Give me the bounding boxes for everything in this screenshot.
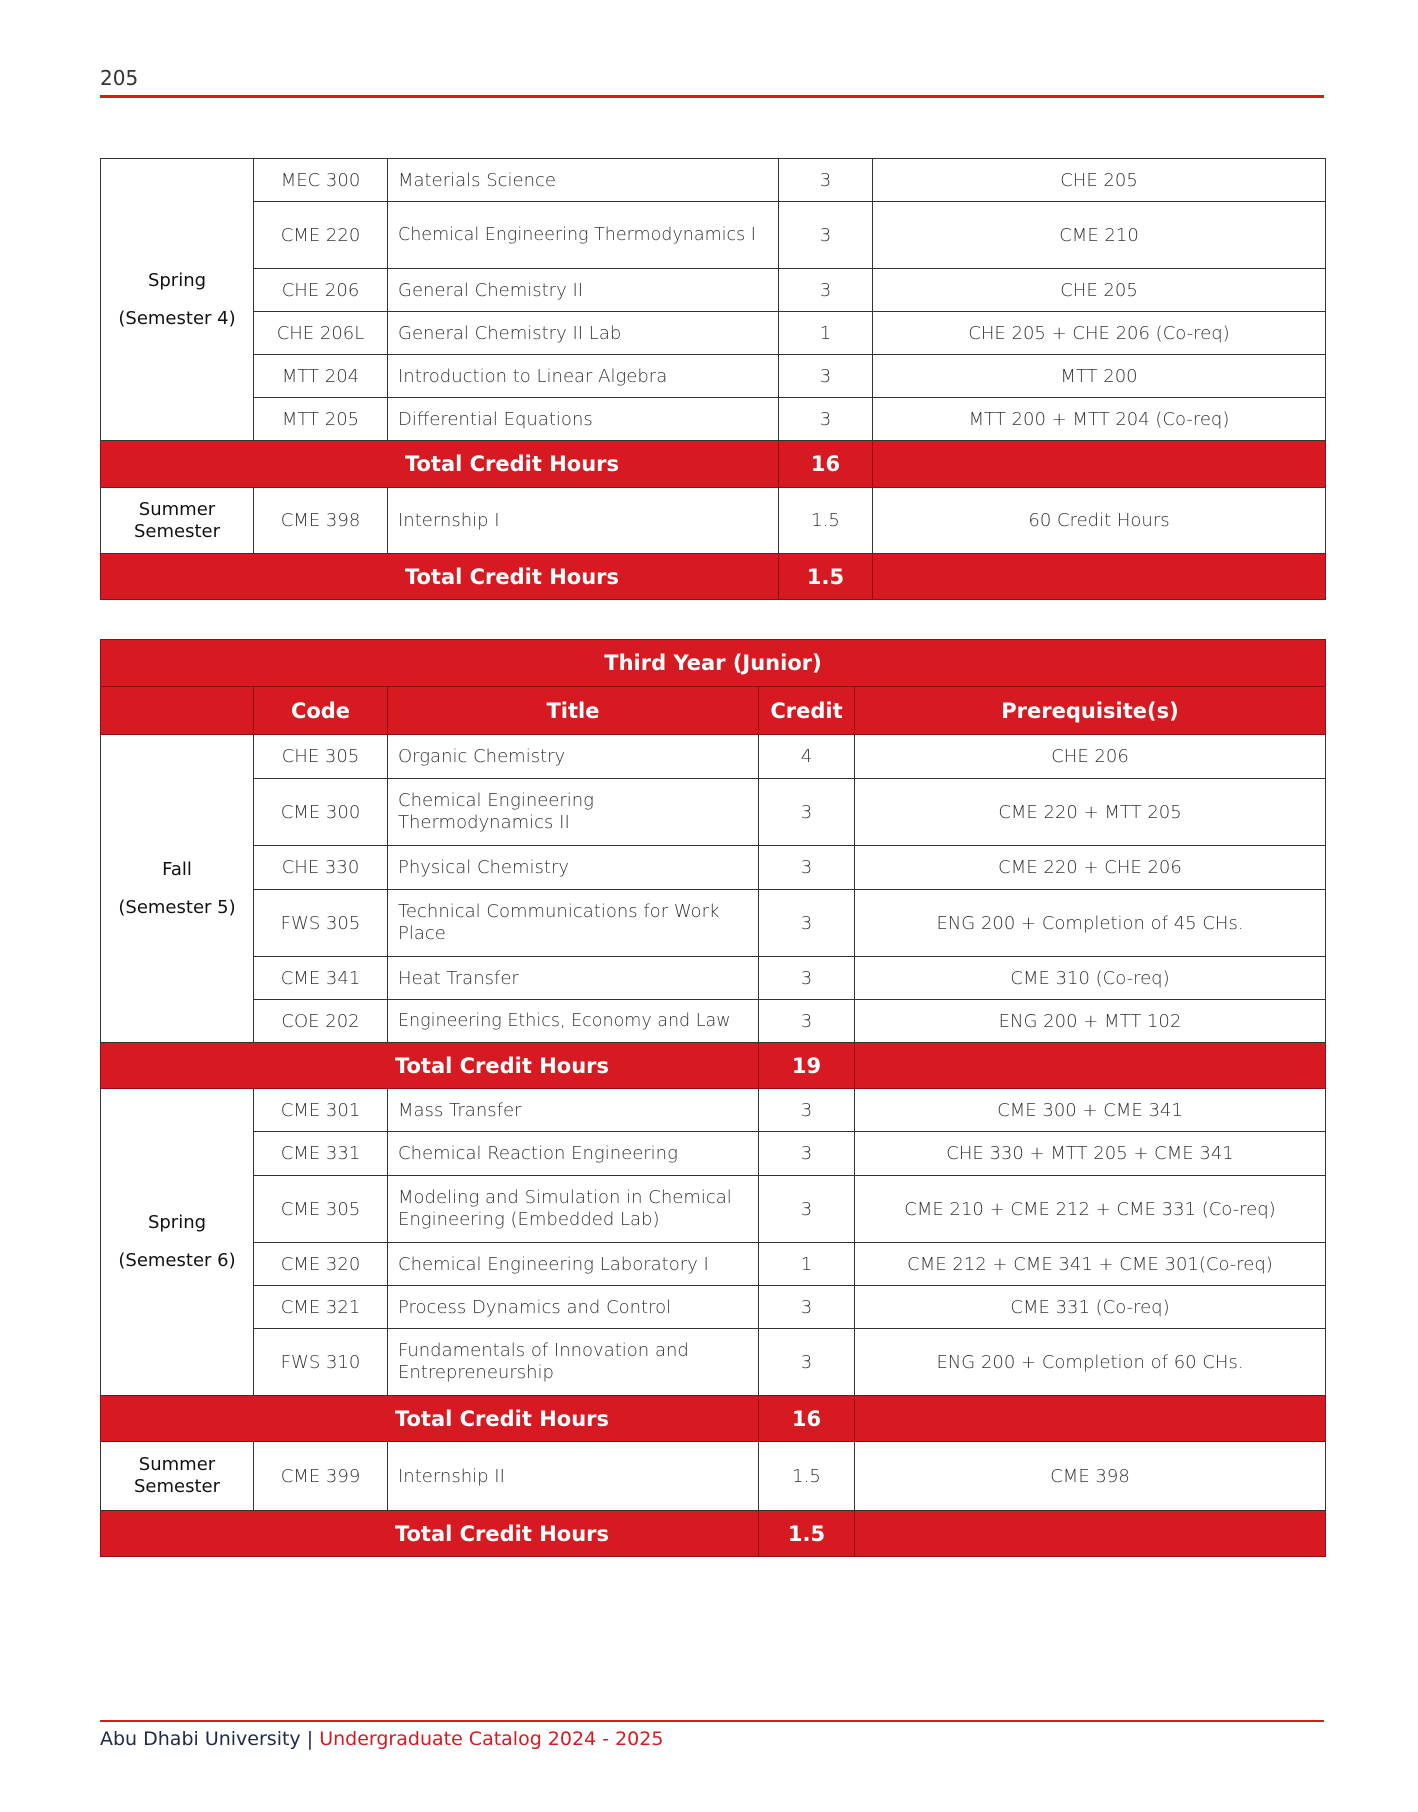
course-prereq: CME 398 [855,1442,1326,1511]
course-code: CME 341 [254,957,388,1000]
total-label: Total Credit Hours [101,1396,759,1442]
header-semester [101,687,254,735]
course-title: Internship I [388,488,779,554]
course-credit: 3 [759,1132,855,1176]
course-prereq: ENG 200 + Completion of 45 CHs. [855,890,1326,957]
course-code: CME 398 [254,488,388,554]
course-prereq: CME 310 (Co-req) [855,957,1326,1000]
course-credit: 3 [759,1286,855,1329]
course-code: CME 321 [254,1286,388,1329]
course-title: Mass Transfer [388,1089,759,1132]
footer-university: Abu Dhabi University [100,1728,301,1750]
table-row [101,398,1326,441]
course-code: MTT 205 [254,398,388,441]
course-code: MTT 204 [254,355,388,398]
table-row [101,1000,1326,1043]
table-row [101,1286,1326,1329]
course-title: Technical Communications for Work Place [388,890,759,957]
footer [100,1728,663,1750]
total-empty [855,1043,1326,1089]
total-row [101,1396,1326,1442]
semester-name: Spring [147,1212,207,1233]
course-credit: 3 [779,398,873,441]
course-title: Internship II [388,1442,759,1511]
course-code: CME 305 [254,1176,388,1243]
total-row [101,441,1326,488]
course-code: FWS 310 [254,1329,388,1396]
table-row [101,735,1326,779]
course-code: CME 331 [254,1132,388,1176]
table-row [101,1176,1326,1243]
course-title: Process Dynamics and Control [388,1286,759,1329]
header-title: Title [388,687,759,735]
table-row [101,159,1326,202]
course-title: Chemical Reaction Engineering [388,1132,759,1176]
total-label: Total Credit Hours [101,1043,759,1089]
total-empty [873,441,1326,488]
header-row [101,687,1326,735]
total-label: Total Credit Hours [101,554,779,600]
course-code: CHE 206 [254,269,388,312]
course-code: COE 202 [254,1000,388,1043]
table-row [101,1243,1326,1286]
total-value: 1.5 [779,554,873,600]
semester-label [101,1442,254,1511]
course-credit: 1.5 [759,1442,855,1511]
course-code: CME 220 [254,202,388,269]
course-title: Physical Chemistry [388,846,759,890]
total-empty [855,1396,1326,1442]
page-number: 205 [100,66,139,90]
course-prereq: CME 220 + CHE 206 [855,846,1326,890]
course-title: Chemical Engineering Laboratory I [388,1243,759,1286]
total-label: Total Credit Hours [101,441,779,488]
course-code: CME 301 [254,1089,388,1132]
table-row [101,890,1326,957]
course-code: CHE 330 [254,846,388,890]
table-row [101,1089,1326,1132]
course-title: General Chemistry II [388,269,779,312]
course-prereq: ENG 200 + MTT 102 [855,1000,1326,1043]
course-title: Chemical Engineering Thermodynamics I [388,202,779,269]
course-code: CME 399 [254,1442,388,1511]
year-title: Third Year (Junior) [101,640,1326,687]
table-row [101,312,1326,355]
course-prereq: MTT 200 [873,355,1326,398]
semester-label [101,159,254,441]
course-credit: 3 [779,202,873,269]
course-prereq: CHE 205 [873,159,1326,202]
course-table-sophomore-continued [100,158,1326,600]
course-title: Fundamentals of Innovation and Entrepreneurship [388,1329,759,1396]
course-prereq: CHE 205 + CHE 206 (Co-req) [873,312,1326,355]
semester-name: Summer [138,498,216,520]
course-code: CME 300 [254,779,388,846]
course-credit: 3 [759,779,855,846]
course-prereq: CME 210 + CME 212 + CME 331 (Co-req) [855,1176,1326,1243]
table-row [101,355,1326,398]
course-credit: 3 [759,846,855,890]
course-credit: 3 [759,1176,855,1243]
semester-number: (Semester 5) [118,896,236,918]
semester-number: Semester [133,1476,221,1497]
course-credit: 3 [779,269,873,312]
course-credit: 3 [759,890,855,957]
semester-label [101,1089,254,1396]
course-prereq: ENG 200 + Completion of 60 CHs. [855,1329,1326,1396]
course-prereq: CHE 206 [855,735,1326,779]
table-row [101,846,1326,890]
footer-divider [100,1720,1324,1722]
course-prereq: CHE 330 + MTT 205 + CME 341 [855,1132,1326,1176]
total-value: 16 [779,441,873,488]
total-row [101,554,1326,600]
course-credit: 3 [759,957,855,1000]
semester-name: Summer [138,1454,216,1475]
total-value: 1.5 [759,1511,855,1557]
table-row [101,779,1326,846]
course-credit: 3 [759,1329,855,1396]
total-label: Total Credit Hours [101,1511,759,1557]
semester-number: (Semester 6) [118,1250,236,1271]
course-credit: 1.5 [779,488,873,554]
table-row [101,1132,1326,1176]
total-value: 16 [759,1396,855,1442]
total-empty [873,554,1326,600]
course-credit: 3 [759,1000,855,1043]
course-title: General Chemistry II Lab [388,312,779,355]
course-prereq: MTT 200 + MTT 204 (Co-req) [873,398,1326,441]
table-row [101,1329,1326,1396]
header-prereq: Prerequisite(s) [855,687,1326,735]
course-prereq: CME 331 (Co-req) [855,1286,1326,1329]
table-row [101,957,1326,1000]
semester-number: (Semester 4) [118,307,236,329]
header-divider [100,95,1324,98]
course-credit: 1 [759,1243,855,1286]
course-code: MEC 300 [254,159,388,202]
course-code: FWS 305 [254,890,388,957]
course-credit: 3 [759,1089,855,1132]
header-credit: Credit [759,687,855,735]
course-credit: 3 [779,159,873,202]
table-row [101,488,1326,554]
course-credit: 4 [759,735,855,779]
course-title: Introduction to Linear Algebra [388,355,779,398]
table-row [101,269,1326,312]
course-code: CHE 206L [254,312,388,355]
course-title: Engineering Ethics, Economy and Law [388,1000,759,1043]
course-prereq: 60 Credit Hours [873,488,1326,554]
course-title: Materials Science [388,159,779,202]
course-prereq: CHE 205 [873,269,1326,312]
course-prereq: CME 212 + CME 341 + CME 301(Co-req) [855,1243,1326,1286]
course-title: Heat Transfer [388,957,759,1000]
semester-name: Fall [162,858,192,880]
course-table-third-year [100,639,1326,1557]
course-title: Chemical Engineering Thermodynamics II [388,779,759,846]
total-value: 19 [759,1043,855,1089]
course-credit: 3 [779,355,873,398]
table-row [101,202,1326,269]
course-prereq: CME 210 [873,202,1326,269]
total-row [101,1043,1326,1089]
table-row [101,1442,1326,1511]
course-title: Organic Chemistry [388,735,759,779]
semester-name: Spring [147,269,207,291]
semester-label [101,488,254,554]
year-title-row [101,640,1326,687]
semester-label [101,735,254,1043]
semester-number: Semester [133,520,221,542]
total-empty [855,1511,1326,1557]
footer-separator: | [306,1728,314,1750]
course-title: Modeling and Simulation in Chemical Engineering (Embedded Lab) [388,1176,759,1243]
course-prereq: CME 300 + CME 341 [855,1089,1326,1132]
course-code: CHE 305 [254,735,388,779]
course-code: CME 320 [254,1243,388,1286]
footer-catalog: Undergraduate Catalog 2024 - 2025 [319,1728,664,1750]
course-credit: 1 [779,312,873,355]
course-title: Differential Equations [388,398,779,441]
course-prereq: CME 220 + MTT 205 [855,779,1326,846]
header-code: Code [254,687,388,735]
total-row [101,1511,1326,1557]
